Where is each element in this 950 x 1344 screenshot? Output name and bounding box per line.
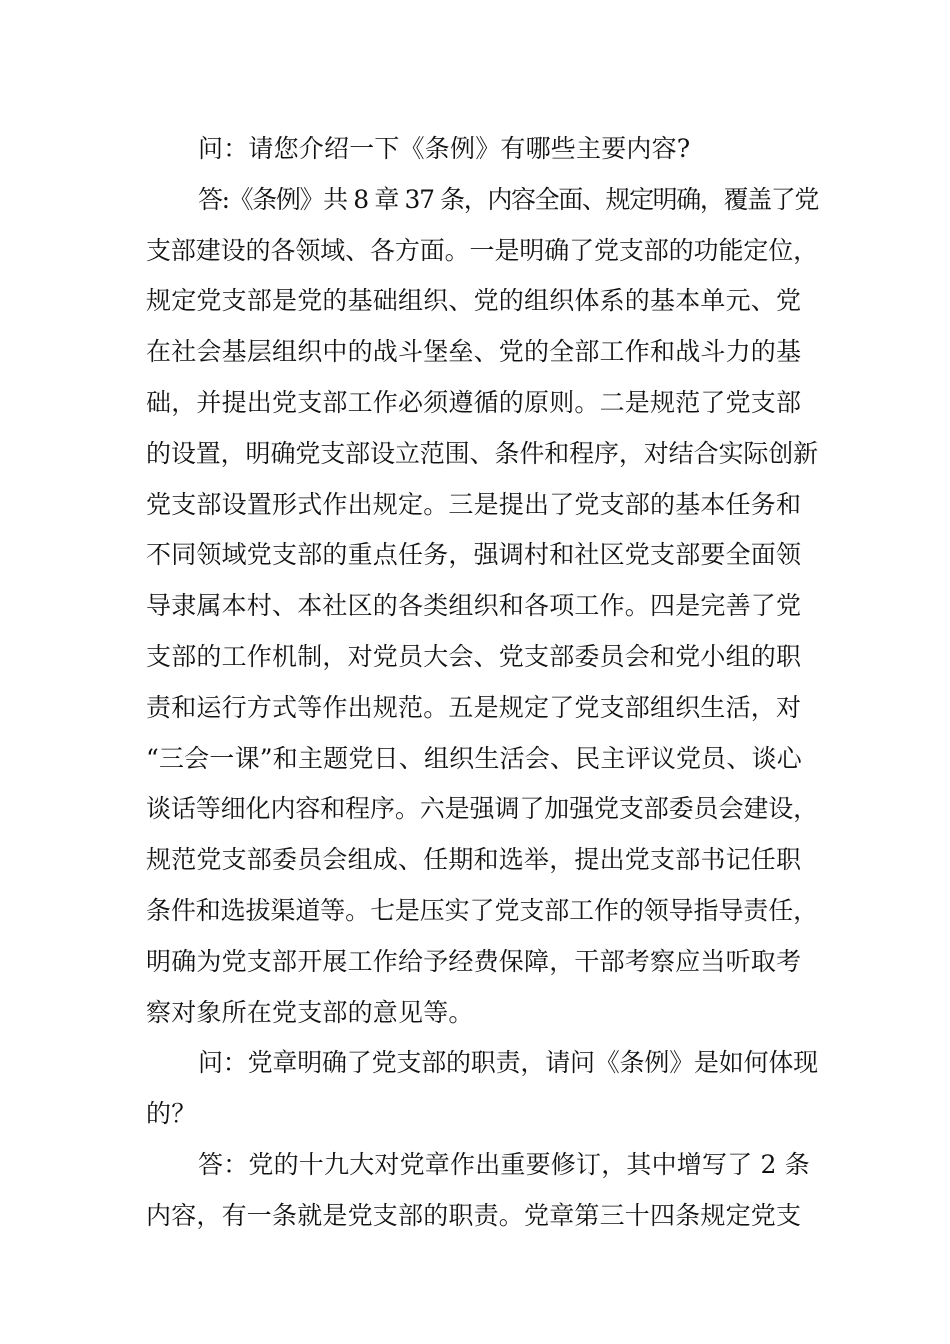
- answer-1-line-8: 不同领域党支部的重点任务，强调村和社区党支部要全面领: [146, 540, 802, 570]
- answer-1-line-4: 在社会基层组织中的战斗堡垒、党的全部工作和战斗力的基: [146, 337, 802, 367]
- answer-2-line-2: 内容，有一条就是党支部的职责。党章第三十四条规定党支: [146, 1200, 802, 1230]
- answer-1-line-10: 支部的工作机制，对党员大会、党支部委员会和党小组的职: [146, 641, 802, 671]
- answer-1-line-7: 党支部设置形式作出规定。三是提出了党支部的基本任务和: [146, 489, 802, 519]
- answer-1-line-6: 的设置，明确党支部设立范围、条件和程序，对结合实际创新: [146, 438, 818, 468]
- answer-1-line-9: 导隶属本村、本社区的各类组织和各项工作。四是完善了党: [146, 591, 802, 621]
- question-1-line-1: 问：请您介绍一下《条例》有哪些主要内容?: [198, 134, 691, 163]
- answer-1-line-11: 责和运行方式等作出规范。五是规定了党支部组织生活，对: [146, 692, 802, 722]
- question-2-line-1: 问：党章明确了党支部的职责，请问《条例》是如何体现: [198, 1048, 818, 1078]
- question-2-line-2: 的？: [146, 1099, 197, 1129]
- answer-1-line-15: 条件和选拔渠道等。七是压实了党支部工作的领导指导责任，: [146, 895, 818, 925]
- answer-1-line-12: “三会一课”和主题党日、组织生活会、民主评议党员、谈心: [146, 743, 802, 773]
- answer-1-line-14: 规范党支部委员会组成、任期和选举，提出党支部书记任职: [146, 845, 802, 875]
- answer-1-line-1: 答:《条例》共 8 章 37 条，内容全面、规定明确，覆盖了党: [198, 184, 818, 214]
- answer-1-line-13: 谈话等细化内容和程序。六是强调了加强党支部委员会建设，: [146, 794, 818, 824]
- answer-1-line-3: 规定党支部是党的基础组织、党的组织体系的基本单元、党: [146, 286, 802, 316]
- answer-1-line-2: 支部建设的各领域、各方面。一是明确了党支部的功能定位，: [146, 235, 818, 265]
- answer-1-line-16: 明确为党支部开展工作给予经费保障，干部考察应当听取考: [146, 946, 802, 976]
- answer-1-line-5: 础，并提出党支部工作必须遵循的原则。二是规范了党支部: [146, 387, 802, 417]
- answer-2-line-1: 答：党的十九大对党章作出重要修订，其中增写了 2 条: [198, 1149, 811, 1179]
- document-body: [146, 124, 816, 1242]
- answer-1-line-17: 察对象所在党支部的意见等。: [146, 997, 474, 1027]
